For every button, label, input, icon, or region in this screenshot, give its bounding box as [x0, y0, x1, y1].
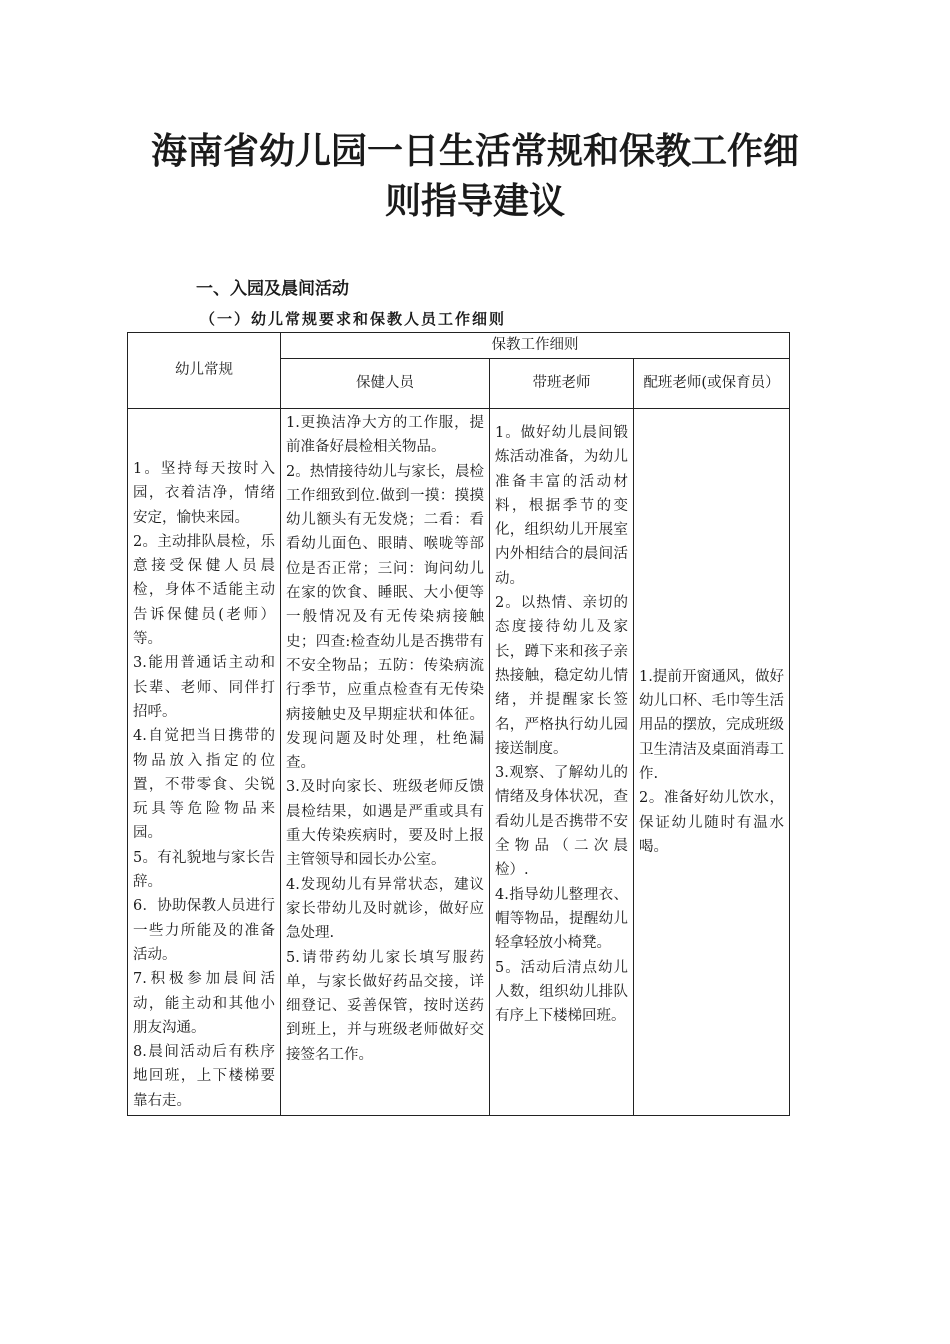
list-item: 1.提前开窗通风，做好幼儿口杯、毛巾等生活用品的摆放，完成班级卫生清洁及桌面消毒工作.: [639, 668, 785, 782]
list-item: 4.发现幼儿有异常状态，建议家长带幼儿及时就诊，做好应急处理.: [286, 876, 484, 942]
list-item: 1.更换洁净大方的工作服，提前准备好晨检相关物品。: [286, 415, 484, 456]
health-staff-cell: [281, 409, 490, 1116]
list-item: 3.能用普通话主动和长辈、老师、同伴打招呼。: [133, 655, 275, 720]
header-children-routine: 幼儿常规: [128, 333, 281, 409]
list-item: 2。热情接待幼儿与家长，晨检工作细致到位.做到一摸：摸摸幼儿额头有无发烧；二看：看看幼儿面色、眼睛、喉咙等部位是否正常；三问：询问幼儿在家的饮食、睡眠、大小便等一般情况及有无传染病接触史；四查:检查幼儿是否携带有不安全物品；五防：传染病流行季节，应重点检查有无传染病接触史及早期症状和体征。发现问题及时处理，杜绝漏查。: [286, 463, 484, 772]
page-title-line-2: 则指导建议: [384, 180, 565, 222]
list-item: 2。以热情、亲切的态度接待幼儿及家长，蹲下来和孩子亲热接触，稳定幼儿情绪，并提醒家长签名，严格执行幼儿园接送制度。: [495, 595, 628, 757]
list-item: 6．协助保教人员进行一些力所能及的准备活动。: [133, 898, 275, 963]
list-item: 1。坚持每天按时入园，衣着洁净，情绪安定，愉快来园。: [133, 461, 275, 526]
assistant-teacher-cell: [634, 409, 790, 1116]
list-item: 3.观察、了解幼儿的情绪及身体状况，查看幼儿是否携带不安全物品（二次晨检）.: [495, 765, 628, 879]
subsection-heading: （一）幼儿常规要求和保教人员工作细则: [200, 310, 507, 328]
list-item: 5。有礼貌地与家长告辞。: [133, 849, 275, 891]
list-item: 1。做好幼儿晨间锻炼活动准备，为幼儿准备丰富的活动材料，根据季节的变化，组织幼儿开展室内外相结合的晨间活动。: [495, 425, 628, 587]
list-item: 8.晨间活动后有秩序地回班，上下楼梯要靠右走。: [133, 1044, 275, 1109]
list-item: 7.积极参加晨间活动，能主动和其他小朋友沟通。: [133, 971, 275, 1036]
children-routine-cell: [128, 409, 281, 1116]
page-title: [0, 126, 950, 226]
header-assistant-teacher: 配班老师(或保育员）: [634, 359, 790, 409]
list-item: 2。主动排队晨检，乐意接受保健人员晨检，身体不适能主动告诉保健员(老师）等。: [133, 533, 275, 648]
lead-teacher-cell: [490, 409, 634, 1116]
header-health-staff: 保健人员: [281, 359, 490, 409]
list-item: 4.指导幼儿整理衣、帽等物品，提醒幼儿轻拿轻放小椅凳。: [495, 886, 628, 952]
list-item: 2。准备好幼儿饮水，保证幼儿随时有温水喝。: [639, 790, 785, 855]
list-item: 4.自觉把当日携带的物品放入指定的位置，不带零食、尖锐玩具等危险物品来园。: [133, 728, 275, 842]
section-heading: 一、入园及晨间活动: [196, 279, 349, 299]
list-item: 5.请带药幼儿家长填写服药单，与家长做好药品交接，详细登记、妥善保管，按时送药到班上，并与班级老师做好交接签名工作。: [286, 949, 484, 1063]
list-item: 3.及时向家长、班级老师反馈晨检结果，如遇是严重或具有重大传染疾病时，要及时上报主管领导和园长办公室。: [286, 779, 484, 869]
list-item: 5。活动后清点幼儿人数，组织幼儿排队有序上下楼梯回班。: [495, 959, 628, 1025]
header-work-rules: 保教工作细则: [281, 333, 790, 359]
header-lead-teacher: 带班老师: [490, 359, 634, 409]
page-title-line-1: 海南省幼儿园一日生活常规和保教工作细: [150, 130, 799, 172]
routine-table: [127, 332, 790, 1116]
